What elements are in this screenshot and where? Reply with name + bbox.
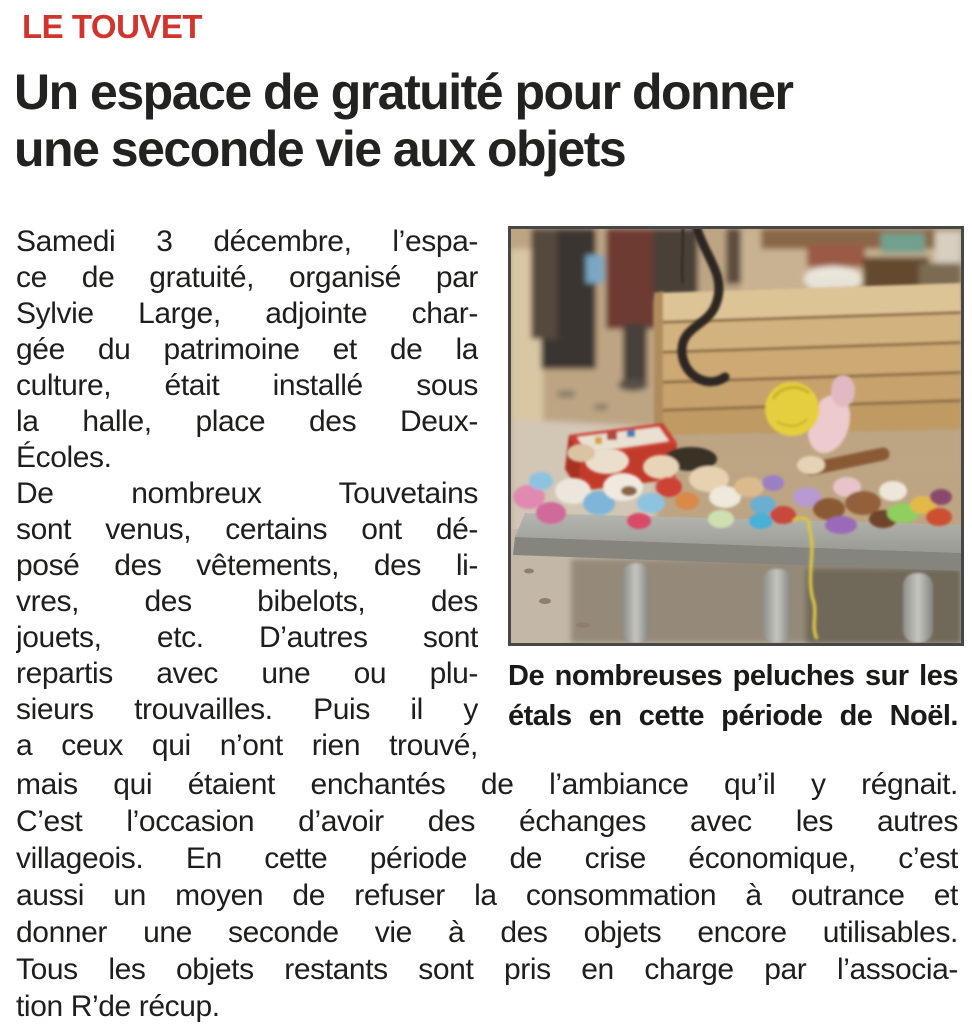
article-text-line: Sylvie Large, adjointe char-	[16, 297, 478, 330]
caption-line: De nombreuses peluches sur les	[508, 660, 958, 692]
article-text-line: sont venus, certains ont dé-	[16, 513, 478, 546]
article-photo	[508, 226, 964, 646]
headline-line: Un espace de gratuité pour donner	[14, 64, 793, 120]
article-text-line: villageois. En cette période de crise économique, c’est	[16, 842, 958, 875]
kicker: LE TOUVET	[22, 8, 203, 45]
headline-line: une seconde vie aux objets	[14, 121, 626, 177]
article-column-left	[16, 224, 478, 764]
article-text-line: jouets, etc. D’autres sont	[16, 621, 478, 654]
article-text-line: tion R’de récup.	[16, 990, 220, 1023]
article-text-line: sieurs trouvailles. Puis il y	[16, 693, 478, 726]
article-text-line: vres, des bibelots, des	[16, 585, 478, 618]
article-text-line: gée du patrimoine et de la	[16, 333, 478, 366]
article-text-line: culture, était installé sous	[16, 369, 478, 402]
article-text-line: repartis avec une ou plu-	[16, 657, 478, 690]
caption-line: étals en cette période de Noël.	[508, 700, 958, 732]
article-text-line: C’est l’occasion d’avoir des échanges avec les autres	[16, 805, 958, 838]
article-text-line: posé des vêtements, des li-	[16, 549, 478, 582]
article-bottom	[16, 766, 958, 1024]
photo-caption	[508, 656, 958, 736]
article-text-line: Tous les objets restants sont pris en charge par l’associa-	[16, 953, 958, 986]
photo-illustration	[511, 229, 961, 643]
article-figure	[508, 226, 964, 736]
article-text-line: donner une seconde vie à des objets encore utilisables.	[16, 916, 958, 949]
article-text-line: aussi un moyen de refuser la consommation à outrance et	[16, 879, 958, 912]
article-text-line: Écoles.	[16, 441, 112, 474]
article-text-line: Samedi 3 décembre, l’espa-	[16, 225, 478, 258]
yellow-ball	[765, 382, 819, 436]
article-text-line: De nombreux Touvetains	[16, 477, 478, 510]
article-text-line: a ceux qui n’ont rien trouvé,	[16, 729, 478, 762]
article-text-line: mais qui étaient enchantés de l’ambiance qu’il y régnait.	[16, 768, 958, 801]
article-text-line: la halle, place des Deux-	[16, 405, 478, 438]
headline	[14, 64, 964, 178]
article-text-line: ce de gratuité, organisé par	[16, 261, 478, 294]
